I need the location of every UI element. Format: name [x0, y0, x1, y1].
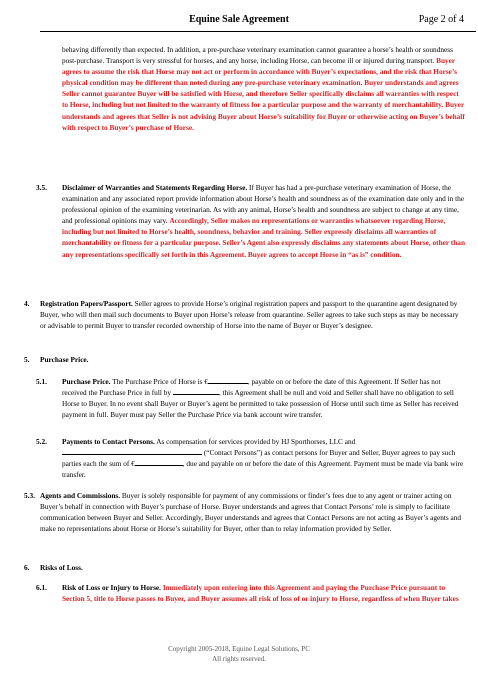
document-title: Equine Sale Agreement	[189, 14, 289, 25]
section-3-5-red-text: Accordingly, Seller makes no representations or warranties whatsoever regarding Horse, including but not limited to Horse’s health, soundness, behavior and training. Seller expressly disclaims all warranties of merchantability or fitness for a particular purpose. Seller’s Agent also expressly disclaims any statements about Horse, other than any representations specifically set forth in this Agreement. Buyer agrees to accept Horse in “as is” condition.	[62, 216, 466, 259]
section-4-text: Seller agrees to provide Horse’s original registration papers and passport to the quarantine agent designated by Buyer, who will then mail such documents to Buyer upon Horse’s release from quarantine. Seller agrees to take such steps as may be necessary or advisable to permit Buyer to transfer recorded ownership of Horse into the name of Buyer or Buyer’s designee.	[40, 299, 459, 331]
section-6-1-red-text: Immediately upon entering into this Agreement and paying the Purchase Price pursuant to Section 5, title to Horse passes to Buyer, and Buyer assumes all risk of loss of or injury to Horse, regardless of when Buyer takes	[62, 583, 459, 604]
section-5-2	[62, 436, 466, 480]
section-5-1-heading: Purchase Price.	[62, 377, 111, 386]
section-3-5-heading: Disclaimer of Warranties and Statements Regarding Horse.	[62, 183, 248, 192]
section-5-2-heading: Payments to Contact Persons.	[62, 437, 155, 446]
section-6-heading: Risks of Loss.	[40, 563, 83, 572]
section-5-3-number: 5.3.	[24, 491, 35, 500]
section-5-2-number: 5.2.	[36, 437, 47, 446]
section-5-2-text-a: As compensation for services provided by HJ Sporthorses, LLC and	[156, 437, 356, 446]
section-5-2-text-c: , due and payable on or before the date of this Agreement. Payment must be made via bank wire transfer.	[62, 459, 464, 480]
section-4-heading: Registration Papers/Passport.	[40, 299, 133, 308]
section-3-5-text: If Buyer has had a pre-purchase veterinary examination of Horse, the examination and any associated report provide information about Horse’s health and soundness as of the examination date only and in the professional opinion of the examining veterinarian. As with any animal, Horse’s health and soundness are subject to change at any time, and professional opinions may vary.	[62, 183, 465, 226]
section-6-1	[62, 582, 466, 604]
section-6-1-heading: Risk of Loss or Injury to Horse.	[62, 583, 161, 592]
section-6-number: 6.	[24, 563, 30, 572]
intro-paragraph	[62, 44, 466, 133]
section-5-1-number: 5.1.	[36, 377, 47, 386]
section-5-1-text-c: , this Agreement shall be null and void and Seller shall have no obligation to sell Horse to Buyer. In no event shall Buyer or Buyer’s agent be permitted to take possession of Horse until such time as Seller has received payment in full. Buyer must pay Seller the Purchase Price via bank account wire transfer.	[62, 388, 459, 420]
section-3-5	[62, 182, 466, 260]
section-3-5-number: 3.5.	[36, 183, 47, 192]
intro-text: behaving differently than expected. In addition, a pre-purchase veterinary examination cannot guarantee a horse’s health or soundness post-purchase. Transport is very stressful for horses, and any horse, including Horse, can become ill or injured during transport.	[62, 45, 453, 66]
intro-red-text: Buyer agrees to assume the risk that Horse may not act or perform in accordance with Buyer’s expectations, and the risk that Horse’s physical condition may be different than noted during any pre-purchase veterinary examination. Buyer understands and agrees Seller cannot guarantee Buyer will be satisfied with Horse, and therefore Seller specifically disclaims all warranties with respect to Horse, including but not limited to the warranty of fitness for a particular purpose and the warranty of merchantability. Buyer understands and agrees that Seller is not advising Buyer about Horse’s suitability for Buyer or otherwise acting on Buyer’s behalf with respect to Buyer’s purchase of Horse.	[62, 56, 465, 132]
date-blank[interactable]	[173, 387, 219, 395]
section-5-1	[62, 376, 466, 420]
section-5-3-heading: Agents and Commissions.	[40, 491, 121, 500]
price-blank[interactable]	[208, 376, 248, 384]
section-6-1-number: 6.1.	[36, 583, 47, 592]
section-5-1-text-a: The Purchase Price of Horse is €	[112, 377, 208, 386]
section-5-1-text-b: , payable on or before the date of this Agreement. If Seller has not received the Purchase Price in full by	[62, 377, 441, 398]
fee-blank[interactable]	[135, 458, 183, 466]
page-number: Page 2 of 4	[418, 14, 464, 25]
section-5-heading: Purchase Price.	[40, 355, 89, 364]
page-header	[0, 14, 478, 32]
section-5-3-text: Buyer is solely responsible for payment of any commissions or finder’s fees due to any agent or trainer acting on Buyer’s behalf in connection with Buyer’s purchase of Horse. Buyer understands and agrees that Contact Persons’ role is simply to facilitate communication between Buyer and Seller. Accordingly, Buyer understands and agrees that Contact Persons are not acting as Buyer’s agents and make no representations about Horse or Horse’s suitability for Buyer, other than to relay information provided by Seller.	[40, 491, 462, 534]
section-4-number: 4.	[24, 299, 30, 308]
section-5-2-text-b: (“Contact Persons”) as contact persons for Buyer and Seller, Buyer agrees to pay such parties each the sum of €	[62, 448, 456, 469]
header-rule	[40, 31, 476, 32]
contact-persons-blank[interactable]	[62, 447, 202, 455]
rights-line: All rights reserved.	[212, 655, 266, 663]
section-4	[40, 298, 466, 331]
copyright-line: Copyright 2005-2018, Equine Legal Solutions, PC	[168, 645, 310, 653]
section-5-3	[40, 490, 466, 534]
section-5-number: 5.	[24, 355, 30, 364]
